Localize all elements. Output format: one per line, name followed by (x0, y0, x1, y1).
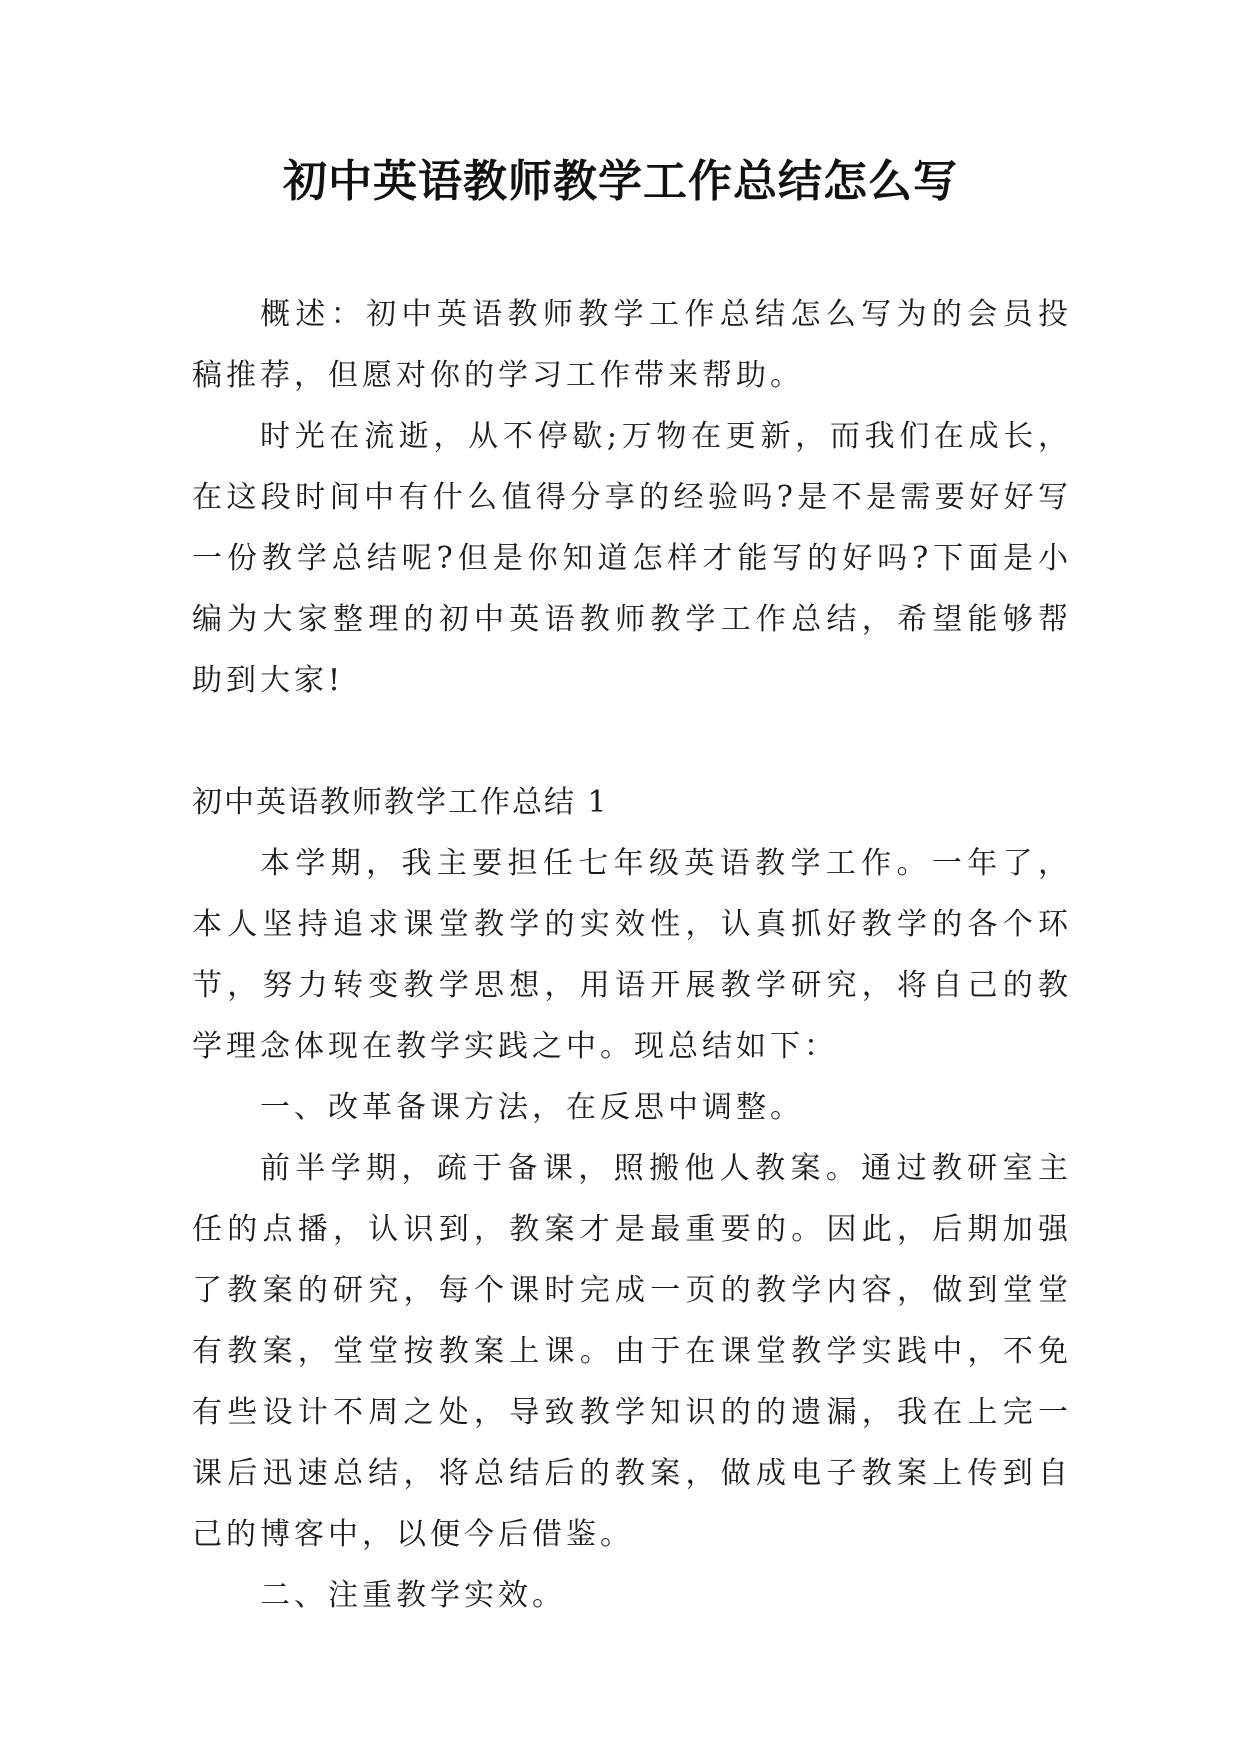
intro-paragraph: 概述：初中英语教师教学工作总结怎么写为的会员投稿推荐，但愿对你的学习工作带来帮助。 (192, 297, 1072, 393)
section-paragraph: 二、注重教学实效。 (260, 1578, 566, 1613)
document-body (192, 284, 1072, 1626)
document-title: 初中英语教师教学工作总结怎么写 (283, 156, 958, 207)
section-paragraph: 一、改革备课方法，在反思中调整。 (260, 1090, 804, 1125)
section-paragraph: 本学期，我主要担任七年级英语教学工作。一年了，本人坚持追求课堂教学的实效性，认真抓好教学的各个环节，努力转变教学思想，用语开展教学研究，将自己的教学理念体现在教学实践之中。现总结如下： (192, 846, 1072, 1064)
section-paragraph: 前半学期，疏于备课，照搬他人教案。通过教研室主任的点播，认识到，教案才是最重要的。因此，后期加强了教案的研究，每个课时完成一页的教学内容，做到堂堂有教案，堂堂按教案上课。由于在课堂教学实践中，不免有些设计不周之处，导致教学知识的的遗漏，我在上完一课后迅速总结，将总结后的教案，做成电子教案上传到自己的博客中，以便今后借鉴。 (192, 1151, 1072, 1552)
intro-paragraph: 时光在流逝，从不停歇;万物在更新，而我们在成长，在这段时间中有什么值得分享的经验吗?是不是需要好好写一份教学总结呢?但是你知道怎样才能写的好吗?下面是小编为大家整理的初中英语教师教学工作总结，希望能够帮助到大家! (192, 419, 1072, 698)
section-heading: 初中英语教师教学工作总结 1 (192, 785, 609, 820)
